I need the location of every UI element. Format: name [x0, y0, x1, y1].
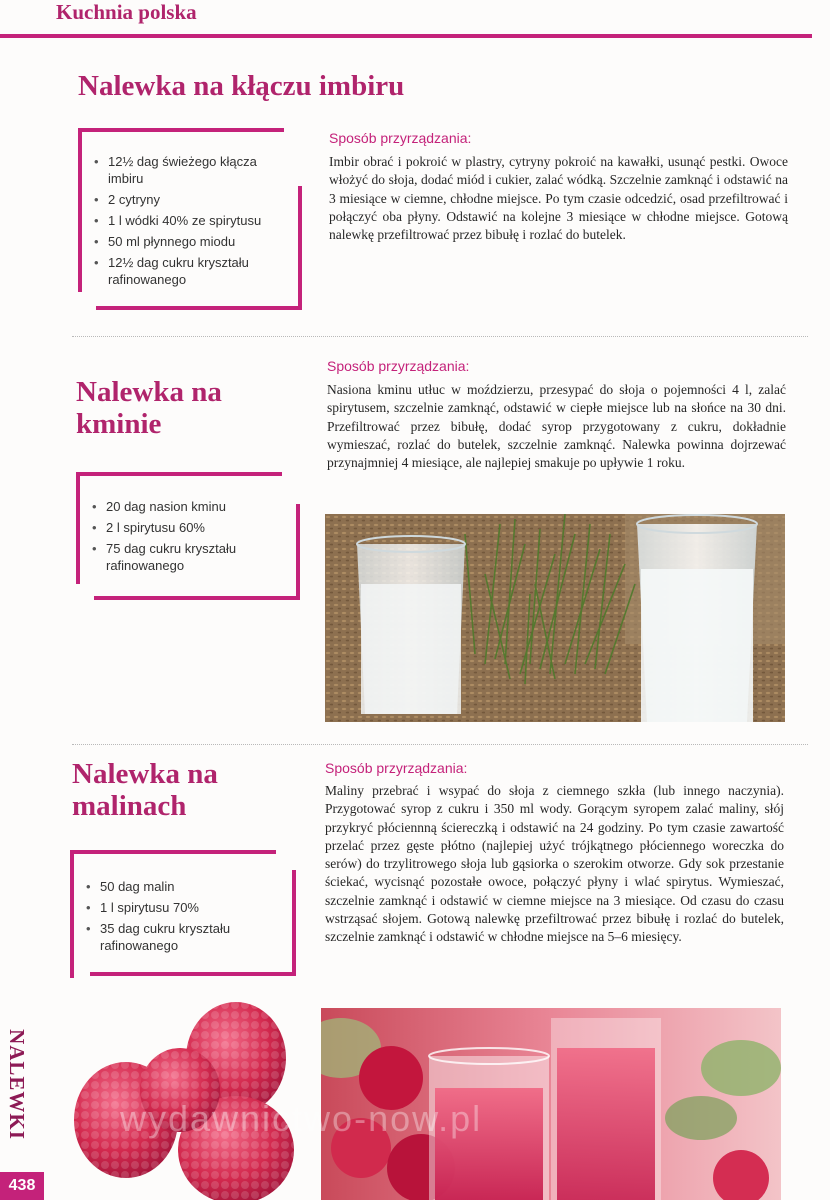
- ingredient-item: • 20 dag nasion kminu: [92, 498, 282, 515]
- recipe-title-ginger: Nalewka na kłączu imbiru: [78, 70, 405, 102]
- chapter-label-text: NALEWKI: [4, 1028, 29, 1140]
- ingredients-box-caraway: [76, 472, 300, 600]
- ingredient-item: • 1 l wódki 40% ze spirytusu: [94, 212, 284, 229]
- recipe-separator: [72, 336, 808, 337]
- ingredient-item: • 50 ml płynnego miodu: [94, 233, 284, 250]
- header-divider: [0, 34, 812, 38]
- ingredient-item: • 50 dag malin: [86, 878, 276, 895]
- ingredient-item: • 12½ dag cukru kryształu rafinowanego: [94, 254, 284, 288]
- ingredient-item: • 35 dag cukru kryształu rafinowanego: [86, 920, 276, 954]
- ingredients-box-ginger: [78, 128, 302, 310]
- ingredients-list-ginger: [94, 153, 284, 292]
- ingredient-item: • 2 cytryny: [94, 191, 284, 208]
- ingredient-item: • 75 dag cukru kryształu rafinowanego: [92, 540, 282, 574]
- watermark: wydawnictwo-now.pl: [120, 1098, 483, 1139]
- page-header: [0, 0, 830, 38]
- caraway-photo-illustration: [325, 514, 785, 722]
- method-label-ginger: Sposób przyrządzania:: [329, 130, 472, 146]
- recipe-separator: [72, 744, 808, 745]
- ingredients-list-raspberry: [86, 878, 276, 958]
- method-text-raspberry: Maliny przebrać i wsypać do słoja z ciemnego szkła (lub innego naczynia). Przygotować syrop z cukru i 350 ml wody. Gorącym syropem zalać maliny, słój przykryć płóciennną ściereczką i odstawić na 24 godziny. Po tym czasie zawartość przelać przez gęste płótno (najlepiej użyć trójkątnego płóciennego woreczka do serów) do trzylitrowego słoja lub gąsiorka o szerokim otworze. Gdy sok przestanie ściekać, wycisnąć pozostałe owoce, połączyć płyny i wlać spirytus. Wymieszać, szczelnie zamknąć i odstawić w ciemne miejsce na 3 miesiące. Od czasu do czasu wstrząsać słojem. Gotową nalewkę przefiltrować przez bibułę i rozlać do butelek, szczelnie zamknąć i odstawić w chłodne miejsce na 5–6 miesięcy.: [325, 783, 784, 945]
- ingredient-item: • 12½ dag świeżego kłącza imbiru: [94, 153, 284, 187]
- chapter-side-label: [0, 1000, 32, 1168]
- ingredient-item: • 2 l spirytusu 60%: [92, 519, 282, 536]
- method-text-caraway: Nasiona kminu utłuc w moździerzu, przesypać do słoja o pojemności 4 l, zalać spirytusem, szczelnie zamknąć, odstawić w ciepłe miejsce lub na słońce na 30 dni. Przefiltrować przez bibułę, dodać syrop przygotowany z cukru, dokładnie wymieszać, rozlać do butelek, szczelnie zamknąć. Nalewka powinna dojrzewać przynajmniej 4 miesiące, ale najlepiej smakuje po upływie 1 roku.: [327, 382, 786, 471]
- caraway-vodka-photo: [325, 514, 785, 722]
- recipe-title-caraway: Nalewka na kminie: [76, 376, 222, 440]
- method-text-ginger: Imbir obrać i pokroić w plastry, cytryny pokroić na kawałki, usunąć pestki. Owoce włożyć do słoja, dodać miód i cukier, zalać wódką. Szczelnie zamknąć i odstawić na 3 miesiące w ciemne, chłodne miejsce. Po tym czasie odcedzić, osad przefiltrować i połączyć oba płyny. Odstawić na kolejne 3 miesiące w chłodne miejsce. Gotową nalewkę przefiltrować przez bibułę i rozlać do butelek.: [329, 154, 788, 243]
- method-label-caraway: Sposób przyrządzania:: [327, 358, 470, 374]
- ingredient-item: • 1 l spirytusu 70%: [86, 899, 276, 916]
- page-number: 438: [0, 1172, 44, 1200]
- ingredients-box-raspberry: [70, 850, 296, 978]
- recipe-title-raspberry: Nalewka na malinach: [72, 758, 218, 822]
- ingredients-list-caraway: [92, 498, 282, 578]
- method-label-raspberry: Sposób przyrządzania:: [325, 760, 468, 776]
- section-title: Kuchnia polska: [56, 0, 197, 24]
